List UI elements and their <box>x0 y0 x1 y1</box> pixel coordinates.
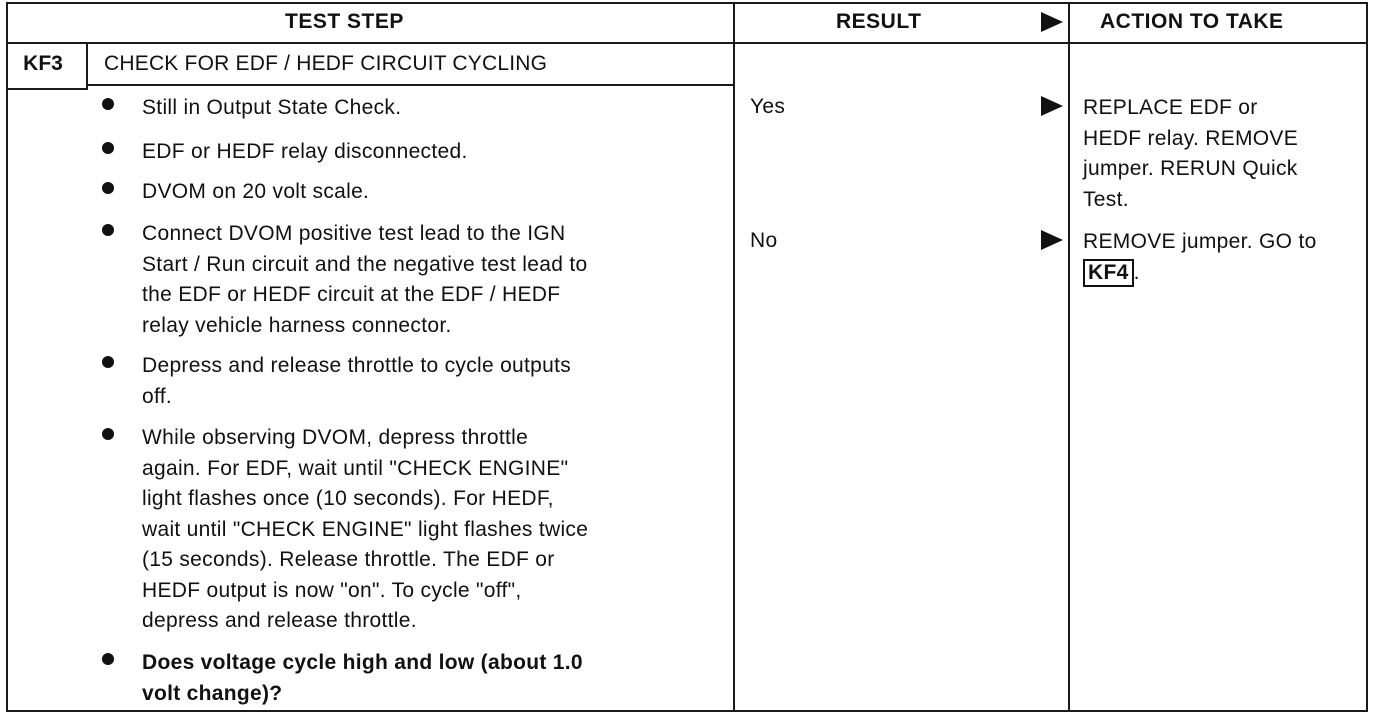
step-title: CHECK FOR EDF / HEDF CIRCUIT CYCLING <box>104 52 548 75</box>
header-result: RESULT <box>836 10 922 33</box>
bullet-icon <box>102 98 114 110</box>
table-left-border <box>6 2 8 712</box>
result-column-divider <box>733 2 735 712</box>
bullet-icon <box>102 224 114 236</box>
result-no: No <box>750 229 778 252</box>
list-item <box>96 648 728 709</box>
list-item <box>96 93 728 124</box>
step-ref-kf4-link[interactable]: KF4 <box>1083 259 1134 287</box>
header-action-to-take: ACTION TO TAKE <box>1100 10 1284 33</box>
bullet-icon <box>102 356 114 368</box>
action-no-suffix: . <box>1133 260 1140 284</box>
result-no-arrow-icon <box>1041 230 1063 250</box>
bullet-icon <box>102 182 114 194</box>
list-item <box>96 177 728 208</box>
action-no-text: REMOVE jumper. GO to <box>1083 230 1317 253</box>
bullet-icon <box>102 142 114 154</box>
step-text: Still in Output State Check. <box>142 96 402 119</box>
list-item <box>96 351 728 412</box>
step-text: EDF or HEDF relay disconnected. <box>142 140 468 163</box>
code-row-bottom-border <box>6 88 88 90</box>
step-text: Connect DVOM positive test lead to the IGN Start / Run circuit and the negative test lead to the EDF or HEDF circuit at the EDF / HEDF relay vehicle harness connector. <box>142 222 588 337</box>
step-text: DVOM on 20 volt scale. <box>142 180 370 203</box>
table-top-border <box>6 2 1368 4</box>
header-bottom-border <box>6 42 1368 44</box>
step-text: Depress and release throttle to cycle outputs off. <box>142 354 572 408</box>
action-yes: REPLACE EDF or HEDF relay. REMOVE jumper. RERUN Quick Test. <box>1083 96 1299 211</box>
result-yes: Yes <box>750 95 786 118</box>
code-column-divider <box>86 42 88 88</box>
bullet-icon <box>102 428 114 440</box>
list-item <box>96 423 728 637</box>
step-question: Does voltage cycle high and low (about 1.0 volt change)? <box>142 651 583 705</box>
table-bottom-border <box>6 710 1368 712</box>
list-item <box>96 219 728 341</box>
bullet-icon <box>102 653 114 665</box>
action-column-divider <box>1068 2 1070 712</box>
step-code: KF3 <box>23 52 63 75</box>
step-text: While observing DVOM, depress throttle again. For EDF, wait until "CHECK ENGINE" light flashes once (10 seconds). For HEDF, wait until "CHECK ENGINE" light flashes twice (15 seconds). Release throttle. The EDF or HEDF output is now "on". To cycle "off", depress and release throttle. <box>142 426 589 632</box>
title-row-bottom-border <box>86 84 734 86</box>
result-yes-arrow-icon <box>1041 96 1063 116</box>
header-test-step: TEST STEP <box>285 10 404 33</box>
action-no <box>1083 227 1383 288</box>
list-item <box>96 137 728 168</box>
header-arrow-icon <box>1041 12 1063 32</box>
